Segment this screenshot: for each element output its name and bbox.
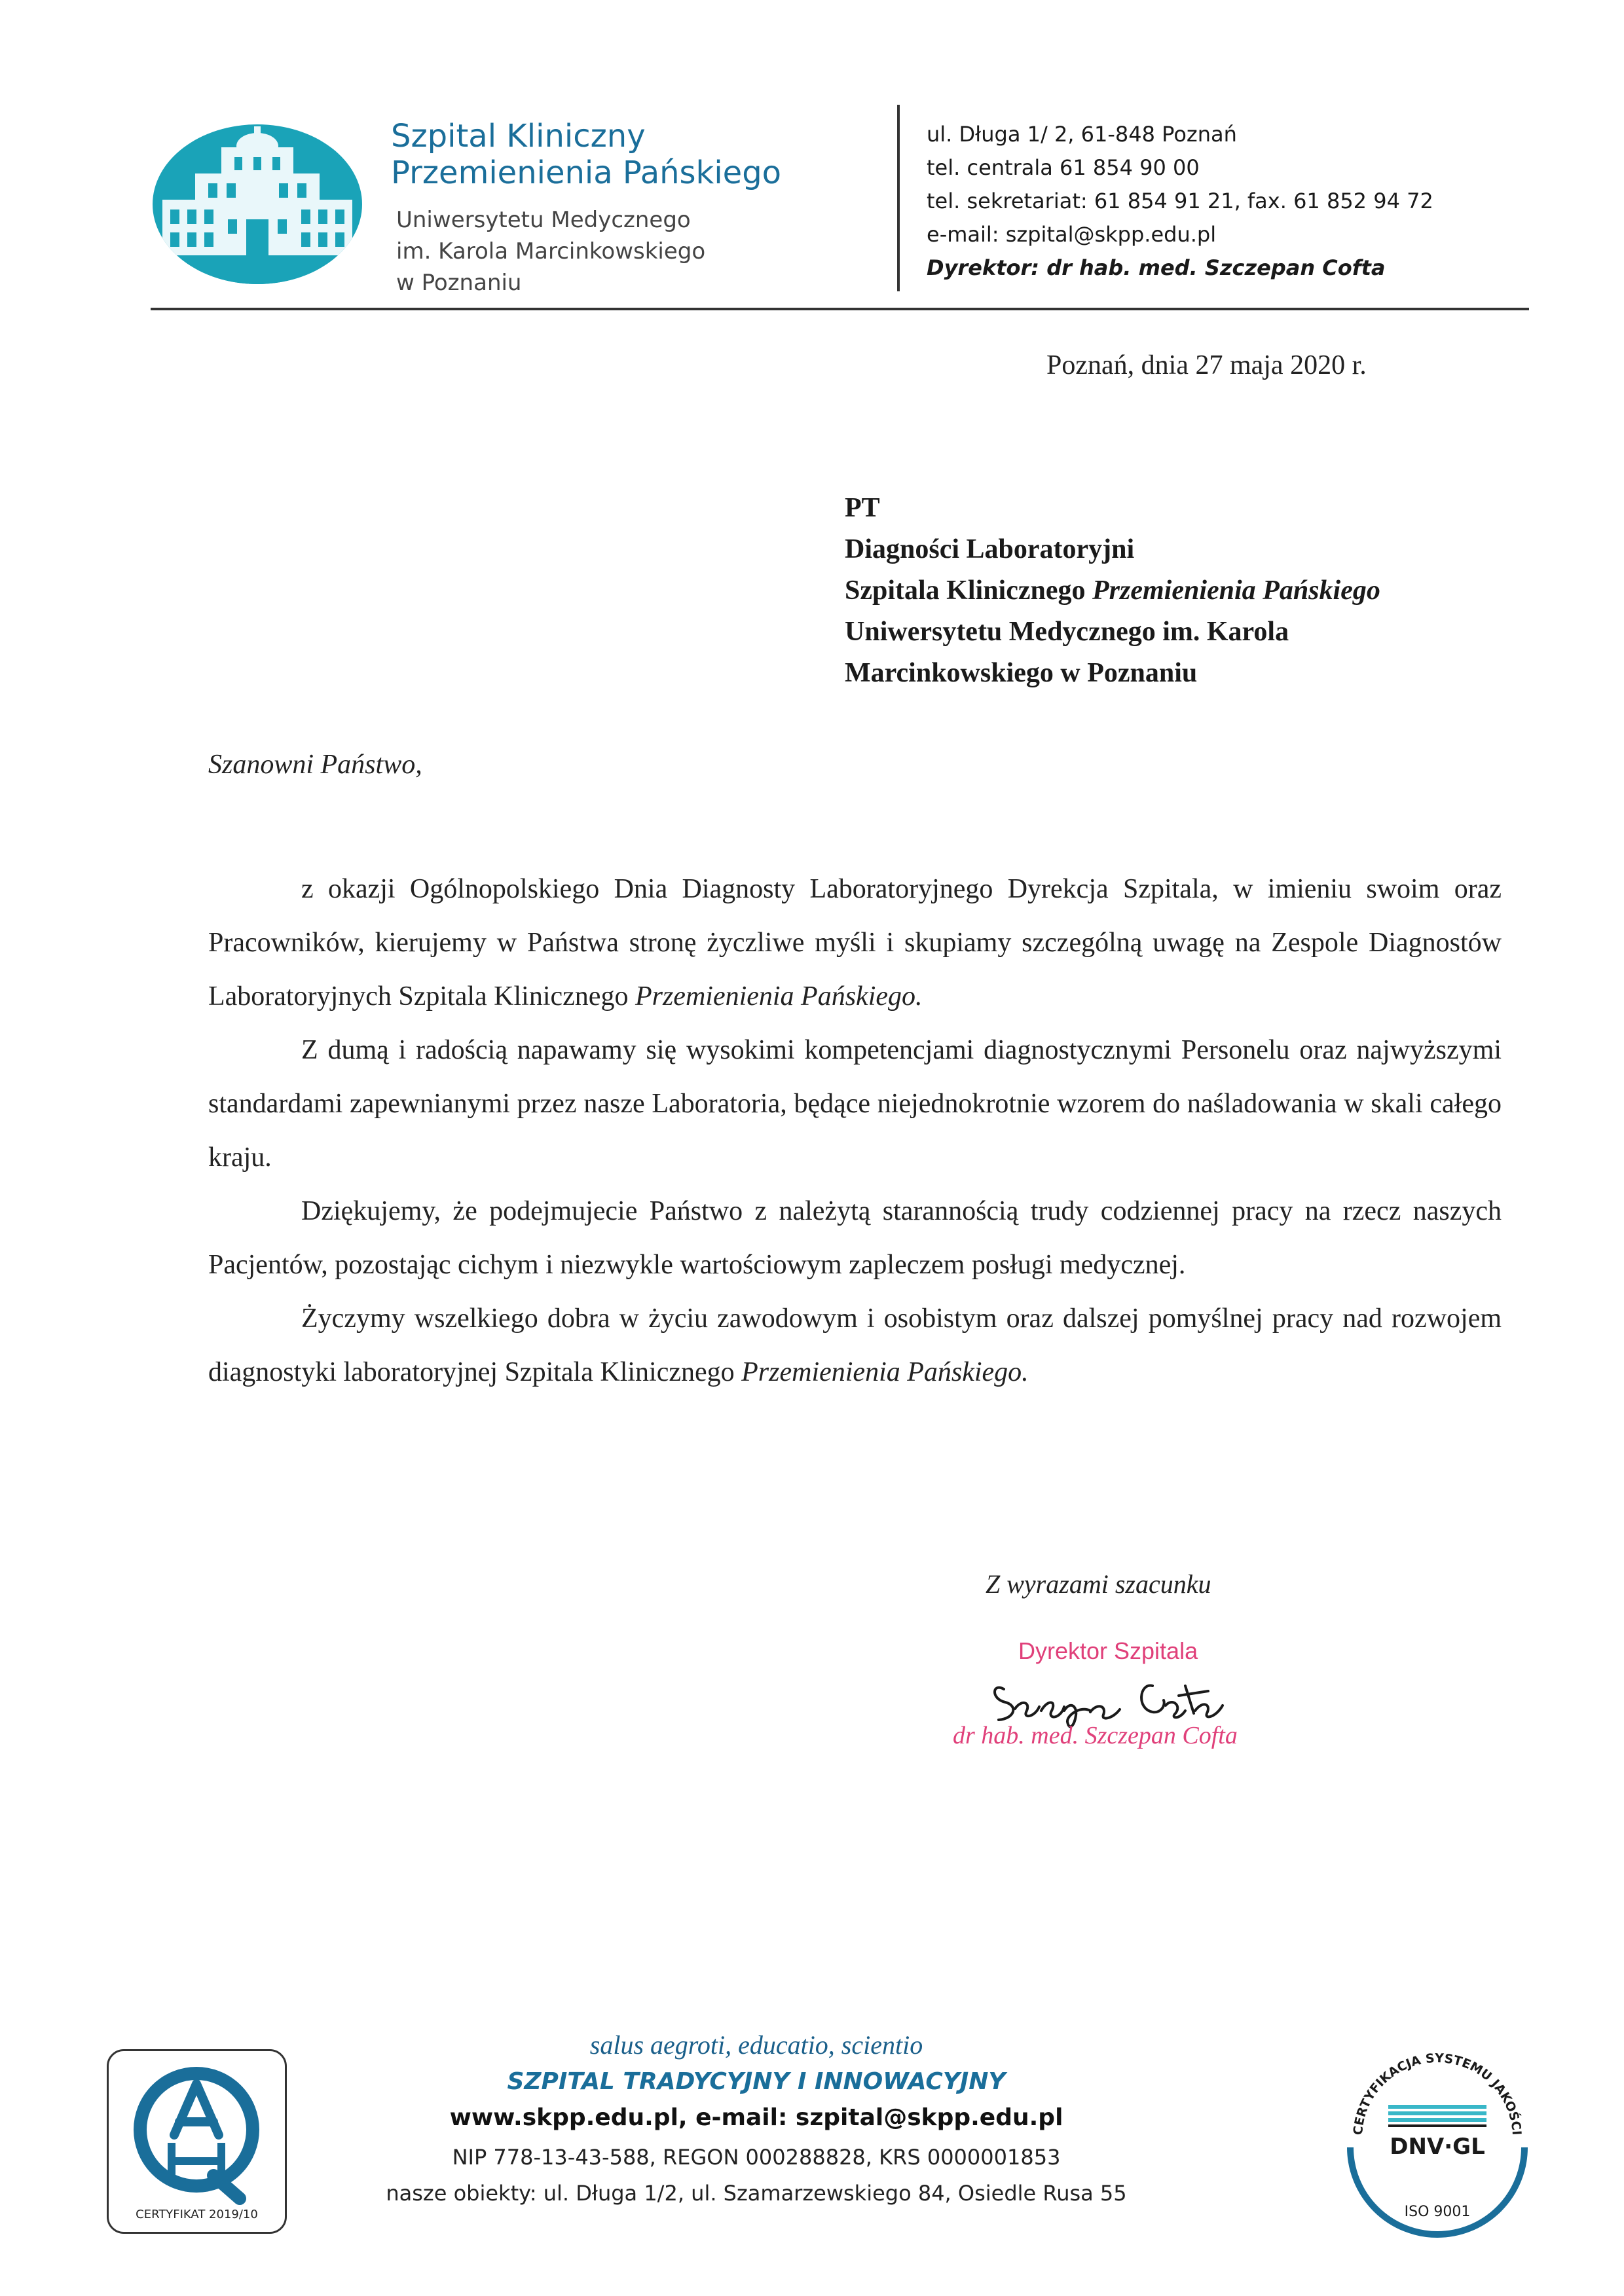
salutation: Szanowni Państwo, (208, 750, 422, 780)
letter-body (208, 862, 1502, 1399)
paragraph-1-italic: Przemienienia Pańskiego. (635, 981, 923, 1011)
contact-tel-secretariat: tel. sekretariat: 61 854 91 21, fax. 61 852 94 72 (927, 189, 1433, 213)
certificate-dnv-arc: CERTYFIKACJA SYSTEMU JAKOŚCI (1350, 2050, 1524, 2136)
footer-motto: salus aegroti, educatio, scientio (589, 2030, 923, 2060)
university-line3: w Poznaniu (396, 270, 522, 296)
certificate-dnv-brand: DNV·GL (1390, 2134, 1485, 2160)
recipient-line3-text: Szpitala Klinicznego (845, 575, 1092, 606)
footer-web: www.skpp.edu.pl, e-mail: szpital@skpp.edu.pl (449, 2104, 1063, 2131)
contact-address: ul. Długa 1/ 2, 61-848 Poznań (927, 122, 1237, 147)
contact-director: Dyrektor: dr hab. med. Szczepan Cofta (927, 255, 1386, 280)
paragraph-3: Dziękujemy, że podejmujecie Państwo z należytą starannością trudy codziennej pracy na rzecz naszych Pacjentów, pozostając cichym i niezwykle wartościowym zapleczem posługi medycznej. (208, 1196, 1502, 1280)
recipient-line1: PT (845, 493, 880, 523)
svg-text:CERTYFIKACJA SYSTEMU JAKOŚCI (1351, 2051, 1524, 2136)
header-contact (927, 118, 1516, 285)
paragraph-4 (208, 1292, 1502, 1399)
paragraph-4-text: Życzymy wszelkiego dobra w życiu zawodowym i osobistym oraz dalszej pomyślnej pracy nad rozwojem diagnostyki laboratoryjnej Szpitala Klinicznego (208, 1303, 1502, 1387)
recipient-line2: Diagności Laboratoryjni (845, 534, 1135, 564)
footer-registry: NIP 778-13-43-588, REGON 000288828, KRS 0000001853 (452, 2145, 1061, 2170)
university-line1: Uniwersytetu Medycznego (396, 207, 691, 233)
paragraph-1 (208, 862, 1502, 1023)
header-divider (151, 308, 1529, 310)
contact-tel-central: tel. centrala 61 854 90 00 (927, 155, 1200, 180)
paragraph-2: Z dumą i radością napawamy się wysokimi kompetencjami diagnostycznymi Personelu oraz najwyższymi standardami zapewnianymi przez nasze Laboratoria, będące niejednokrotnie wzorem do naśladowania w skali całego kraju. (208, 1035, 1502, 1173)
recipient-block (845, 488, 1500, 694)
university-name (396, 204, 855, 299)
university-line2: im. Karola Marcinkowskiego (396, 238, 706, 264)
paragraph-4-italic: Przemienienia Pańskiego. (741, 1357, 1029, 1387)
date-line: Poznań, dnia 27 maja 2020 r. (1046, 350, 1367, 380)
header-divider-vertical (897, 105, 900, 291)
recipient-line5: Marcinkowskiego w Poznaniu (845, 658, 1198, 688)
paragraph-1-text: z okazji Ogólnopolskiego Dnia Diagnosty Laboratoryjnego Dyrekcja Szpitala, w imieniu swoim oraz Pracowników, kierujemy w Państwa stronę życzliwe myśli i skupiamy szczególną uwagę na Zespole Diagnostów Laboratoryjnych Szpitala Klinicznego (208, 874, 1502, 1011)
closing: Z wyrazami szacunku (986, 1569, 1211, 1599)
footer-facilities: nasze obiekty: ul. Długa 1/2, ul. Szamarzewskiego 84, Osiedle Rusa 55 (386, 2181, 1127, 2206)
recipient-line3-italic: Przemienienia Pańskiego (1092, 575, 1380, 606)
hospital-logo (149, 121, 365, 288)
certificate-hq (107, 2049, 287, 2234)
recipient-line4: Uniwersytetu Medycznego im. Karola (845, 617, 1289, 647)
stamp-name: dr hab. med. Szczepan Cofta (953, 1722, 1238, 1749)
certificate-dnv-iso: ISO 9001 (1404, 2204, 1471, 2220)
certificate-dnv-gl (1336, 2023, 1539, 2239)
recipient-line3 (845, 570, 1500, 611)
certificate-hq-label: CERTYFIKAT 2019/10 (136, 2208, 258, 2221)
contact-email: e-mail: szpital@skpp.edu.pl (927, 222, 1217, 247)
footer-slogan: SZPITAL TRADYCYJNY I INNOWACYJNY (507, 2068, 1006, 2095)
hospital-name-line2: Przemienienia Pańskiego (391, 155, 782, 191)
hospital-name-line1: Szpital Kliniczny (391, 118, 646, 155)
hospital-name (391, 118, 849, 191)
stamp-title: Dyrektor Szpitala (1018, 1637, 1198, 1664)
